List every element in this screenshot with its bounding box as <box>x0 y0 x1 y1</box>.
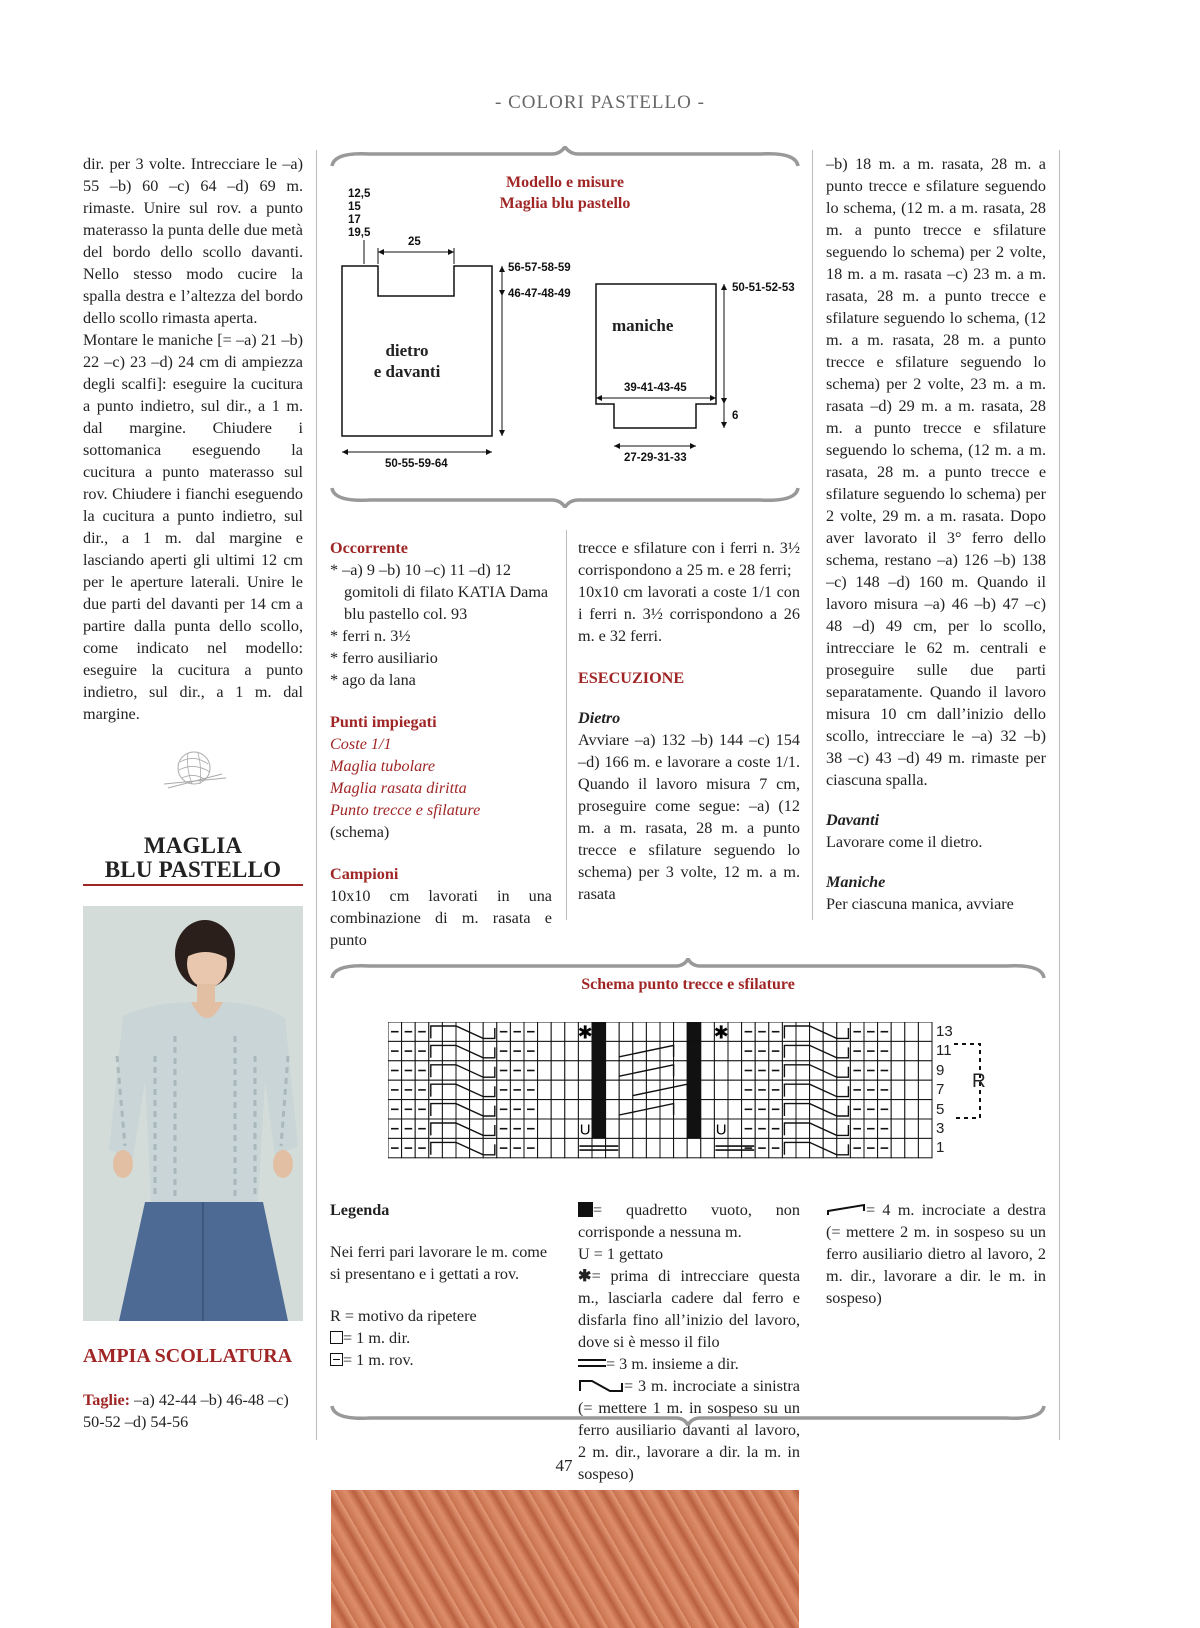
sizes <box>83 1389 303 1433</box>
chart-cell <box>538 1100 552 1119</box>
chart-cell <box>538 1080 552 1099</box>
chart-cell <box>619 1061 633 1080</box>
model-title-line-1: MAGLIA <box>143 833 243 858</box>
chart-cell <box>905 1022 919 1041</box>
chart-cell <box>551 1119 565 1138</box>
legend-empty <box>578 1199 800 1243</box>
chart-cell <box>674 1119 688 1138</box>
chart-cell <box>551 1061 565 1080</box>
chart-cell <box>442 1022 456 1041</box>
legend-intro: Nei ferri pari lavorare le m. come si presentano e i gettati a rov. <box>330 1243 548 1283</box>
chart-cell <box>646 1119 660 1138</box>
chart-cell <box>442 1100 456 1119</box>
chart-cell <box>796 1119 810 1138</box>
chart-cell <box>551 1138 565 1157</box>
chart-cell <box>714 1138 728 1157</box>
chart-cell <box>687 1041 701 1060</box>
chart-cell <box>606 1041 620 1060</box>
chart-cell <box>538 1041 552 1060</box>
paragraph: 10x10 cm lavorati a coste 1/1 con i ferri n. 3½ corrispondono a 26 m. e 32 ferri. <box>578 583 800 645</box>
chart-cell <box>728 1041 742 1060</box>
chart-cell <box>633 1119 647 1138</box>
chart-cell <box>565 1119 579 1138</box>
repeat-label: R <box>972 1071 986 1092</box>
yarn-ball-icon <box>160 744 230 792</box>
chart-cell <box>660 1138 674 1157</box>
dim-label: 15 <box>348 201 361 213</box>
neck-depth-values <box>348 188 370 240</box>
chart-cell <box>660 1100 674 1119</box>
yarnover-symbol: U <box>579 1121 591 1139</box>
chart-cell <box>701 1080 715 1099</box>
chart-cell <box>918 1061 932 1080</box>
chart-cell <box>565 1080 579 1099</box>
punti-heading: Punti impiegati <box>330 713 437 731</box>
knit-symbol-icon <box>330 1331 343 1344</box>
chart-cell <box>674 1041 688 1060</box>
chart-cell <box>674 1100 688 1119</box>
body-height-total: 56-57-58-59 <box>508 262 571 274</box>
star-symbol: ✱ <box>713 1022 729 1044</box>
column-rule-3 <box>566 530 567 920</box>
chart-cell <box>551 1022 565 1041</box>
legend-cross-right-text: = 4 m. incrociate a destra (= mettere 2 m. in sospeso su un ferro ausiliario dietro al lavoro, 2 m. dir., lavorare a dir. le m. in sospeso) <box>826 1201 1046 1307</box>
chart-cell <box>728 1138 742 1157</box>
chart-cell <box>918 1041 932 1060</box>
chart-cell <box>918 1138 932 1157</box>
chart-cell <box>823 1138 837 1157</box>
k3tog-symbol-icon <box>578 1359 606 1367</box>
cross-right-symbol-icon <box>826 1203 866 1217</box>
chart-cell <box>619 1138 633 1157</box>
chart-cell <box>619 1080 633 1099</box>
chart-cell <box>538 1138 552 1157</box>
paragraph: Avviare –a) 132 –b) 144 –c) 154 –d) 166 m. e lavorare a coste 1/1. Quando il lavoro misura 7 cm, proseguire come segue: –a) (12 m. a m. rasata, 28 m. a punto trecce e sfilature seguendo lo schema) per 3 volte, 12 m. a m. rasata <box>578 731 800 903</box>
materials-item: * –a) 9 –b) 10 –c) 11 –d) 12 gomitoli di filato KATIA Dama blu pastello col. 93 <box>330 561 549 623</box>
chart-cell <box>714 1061 728 1080</box>
stitch-chart <box>388 1022 938 1162</box>
sleeve-mid-width-label: 39-41-43-45 <box>624 382 687 394</box>
materials-item: * ferro ausiliario <box>330 649 438 667</box>
chart-cell <box>660 1119 674 1138</box>
chart-cell <box>714 1080 728 1099</box>
chart-cell <box>606 1061 620 1080</box>
stitch-item: Punto trecce e sfilature <box>330 801 481 819</box>
chart-cell <box>674 1022 688 1041</box>
sizes-value: –a) 42-44 –b) 46-48 –c) 50-52 –d) 54-56 <box>83 1391 289 1431</box>
row-number: 5 <box>936 1100 945 1118</box>
chart-cell <box>918 1119 932 1138</box>
legend-star <box>578 1265 800 1353</box>
purl-symbol-icon <box>330 1353 343 1366</box>
legend-knit <box>330 1327 550 1349</box>
chart-cell <box>442 1061 456 1080</box>
paragraph: Per ciascuna manica, avviare <box>826 895 1014 913</box>
chart-cell <box>674 1138 688 1157</box>
legend-cross-left <box>578 1375 800 1485</box>
chart-cell <box>592 1041 606 1060</box>
chart-cell <box>538 1119 552 1138</box>
chart-cell <box>714 1041 728 1060</box>
diagram-title-line-1: Modello e misure <box>506 174 624 191</box>
chart-cell <box>442 1138 456 1157</box>
chart-cell <box>728 1061 742 1080</box>
chart-cell <box>918 1100 932 1119</box>
chart-cell <box>442 1119 456 1138</box>
knit-swatch-photo <box>331 1490 799 1628</box>
chart-cell <box>578 1100 592 1119</box>
chart-cell <box>701 1138 715 1157</box>
chart-cell <box>565 1041 579 1060</box>
chart-cell <box>578 1138 592 1157</box>
occorrente-heading: Occorrente <box>330 539 408 557</box>
chart-cell <box>619 1119 633 1138</box>
chart-cell <box>823 1022 837 1041</box>
sleeve-cuff-height-label: 6 <box>732 410 739 422</box>
chart-cell <box>578 1041 592 1060</box>
chart-cell <box>565 1022 579 1041</box>
chart-cell <box>565 1138 579 1157</box>
maniche-heading: Maniche <box>826 873 886 891</box>
column-4-text <box>826 153 1046 915</box>
neck-width-label: 25 <box>408 236 421 248</box>
paragraph: dir. per 3 volte. Intrecciare le –a) 55 –b) 60 –c) 64 –d) 69 m. rimaste. Unire sul rov. a punto materasso la punta delle due metà del bordo dello scollo davanti. Nello stesso modo cucire la spalla destra e l’altezza del bordo dello scollo rimasta aperta. <box>83 155 303 327</box>
legend-column-3 <box>826 1199 1046 1309</box>
chart-cell <box>578 1061 592 1080</box>
schema-note: (schema) <box>330 823 390 841</box>
body-label-line-2: e davanti <box>373 362 441 381</box>
chart-cell <box>905 1080 919 1099</box>
neckline-heading: AMPIA SCOLLATURA <box>83 1345 293 1367</box>
chart-cell <box>660 1061 674 1080</box>
chart-cell <box>823 1100 837 1119</box>
dim-label: 17 <box>348 214 361 226</box>
chart-cell <box>592 1080 606 1099</box>
dietro-heading: Dietro <box>578 709 621 727</box>
row-number: 3 <box>936 1120 945 1138</box>
chart-cell <box>538 1061 552 1080</box>
paragraph: trecce e sfilature con i ferri n. 3½ corrispondono a 25 m. e 28 ferri; <box>578 539 800 579</box>
chart-cell <box>646 1022 660 1041</box>
paragraph: –b) 18 m. a m. rasata, 28 m. a punto trecce e sfilature seguendo lo schema, (12 m. a m. rasata, 28 m. a punto trecce e sfilature seguendo lo schema) per 2 volte, 18 m. a m. rasata –c) 23 m. a m. rasata, 28 m. a punto trecce e sfilature seguendo lo schema, (12 m. a m. rasata, 28 m. a punto trecce e sfilature seguendo lo schema) per 2 volte, 23 m. a m. rasata –d) 29 m. a m. rasata, 28 m. a punto trecce e sfilature seguendo lo schema, (12 m. a m. rasata, 28 m. a punto trecce e sfilature seguendo lo schema) per 2 volte, 29 m. a m. rasata. Dopo aver lavorato il 3° ferro dello schema, restano –a) 126 –b) 138 –c) 148 –d) 160 m. Quando il lavoro misura –a) 46 –b) 47 –c) 48 –d) 49 cm, per lo scollo, intrecciare le 62 m. centrali e proseguire sulle due parti separatamente. Quando il lavoro misura 10 cm dall’inizio dello scollo, intrecciare le –a) 32 –b) 38 –c) 43 –d) 49 m. rimaste per ciascuna spalla. <box>826 155 1046 789</box>
row-number: 7 <box>936 1081 945 1099</box>
chart-cell <box>619 1100 633 1119</box>
dim-label: 12,5 <box>348 188 371 200</box>
chart-cell <box>891 1080 905 1099</box>
materials-item: * ago da lana <box>330 671 416 689</box>
chart-cell <box>606 1080 620 1099</box>
chart-cell <box>905 1119 919 1138</box>
paragraph: Lavorare come il dietro. <box>826 833 983 851</box>
stitch-item: Maglia rasata diritta <box>330 779 467 797</box>
chart-cell <box>470 1119 484 1138</box>
legend-knit-text: = 1 m. dir. <box>343 1329 411 1347</box>
chart-cell <box>701 1119 715 1138</box>
chart-cell <box>701 1041 715 1060</box>
brace-bottom-diagram <box>330 484 800 508</box>
paragraph: Montare le maniche [= –a) 21 –b) 22 –c) 23 –d) 24 cm di ampiezza degli scalfi]: eseguire la cucitura a punto indietro, sul dir., a 1 m. dal margine. Chiudere i sottomanica eseguendo la cucitura a punto materasso sul rov. Chiudere i fianchi eseguendo la cucitura a punto indietro, sul dir., a 1 m. dal margine e lasciando aperti gli ultimi 12 cm per le aperture laterali. Unire le due parti del davanti per 14 cm a partire dalla punta dello scollo, come indicato nel modello: eseguire la cucitura a punto indietro, sul dir., a 1 m. dal margine. <box>83 331 303 723</box>
cross-left-symbol-icon <box>578 1379 624 1393</box>
chart-cell <box>796 1100 810 1119</box>
chart-cell <box>905 1100 919 1119</box>
chart-title: Schema punto trecce e sfilature <box>581 976 795 993</box>
column-rule-1 <box>316 150 317 1440</box>
chart-cell <box>470 1041 484 1060</box>
chart-grid <box>388 1022 932 1158</box>
page-number: 47 <box>555 1456 573 1475</box>
chart-cell <box>551 1080 565 1099</box>
column-1-text <box>83 153 303 725</box>
chart-cell <box>701 1061 715 1080</box>
brace-bottom-chart <box>330 1402 1046 1426</box>
chart-cell <box>674 1061 688 1080</box>
legend-purl <box>330 1349 550 1371</box>
chart-cell <box>592 1119 606 1138</box>
legend-repeat: R = motivo da ripetere <box>330 1307 477 1325</box>
chart-cell <box>891 1119 905 1138</box>
legend-empty-text: = quadretto vuoto, non corrisponde a nessuna m. <box>578 1201 800 1241</box>
model-title <box>83 834 303 882</box>
chart-cell <box>633 1080 647 1099</box>
chart-cell <box>660 1041 674 1060</box>
chart-cell <box>905 1061 919 1080</box>
dim-label: 19,5 <box>348 227 371 239</box>
chart-cell <box>891 1138 905 1157</box>
chart-cell <box>606 1138 620 1157</box>
running-header: - COLORI PASTELLO - <box>495 92 705 113</box>
chart-cell <box>470 1061 484 1080</box>
chart-cell <box>796 1022 810 1041</box>
campioni-heading: Campioni <box>330 865 399 883</box>
legend-star-text: = prima di intrecciare questa m., lasciarla cadere dal ferro e disfarla fino all’inizio del lavoro, dove si è messo il filo <box>578 1267 800 1351</box>
chart-cell <box>687 1119 701 1138</box>
row-number: 11 <box>936 1042 952 1060</box>
chart-cell <box>687 1022 701 1041</box>
davanti-heading: Davanti <box>826 811 880 829</box>
chart-cell <box>619 1041 633 1060</box>
chart-cell <box>646 1138 660 1157</box>
chart-cell <box>551 1100 565 1119</box>
diagram-title-line-2: Maglia blu pastello <box>499 195 631 212</box>
chart-cell <box>565 1061 579 1080</box>
chart-cell <box>633 1022 647 1041</box>
chart-cell <box>470 1080 484 1099</box>
chart-cell <box>714 1100 728 1119</box>
model-title-line-2: BLU PASTELLO <box>104 857 282 882</box>
sizes-label: Taglie: <box>83 1391 131 1409</box>
garment-schematic <box>330 180 800 480</box>
campioni-text: 10x10 cm lavorati in una combinazione di m. rasata e punto <box>330 887 552 949</box>
chart-cell <box>470 1138 484 1157</box>
chart-cell <box>905 1138 919 1157</box>
row-number: 9 <box>936 1061 945 1079</box>
empty-square-icon <box>578 1202 593 1217</box>
chart-cell <box>918 1080 932 1099</box>
chart-cell <box>660 1022 674 1041</box>
chart-cell <box>578 1080 592 1099</box>
chart-cell <box>891 1061 905 1080</box>
legend-column-2 <box>578 1199 800 1485</box>
chart-cell <box>728 1119 742 1138</box>
stitch-item: Maglia tubolare <box>330 757 436 775</box>
chart-cell <box>538 1022 552 1041</box>
chart-cell <box>470 1100 484 1119</box>
legend-k3tog <box>578 1353 800 1375</box>
model-photo <box>83 906 303 1321</box>
chart-cell <box>674 1080 688 1099</box>
chart-cell <box>891 1041 905 1060</box>
chart-cell <box>728 1100 742 1119</box>
chart-cell <box>796 1138 810 1157</box>
chart-cell <box>592 1061 606 1080</box>
chart-cell <box>606 1022 620 1041</box>
chart-cell <box>796 1061 810 1080</box>
chart-cell <box>796 1041 810 1060</box>
star-symbol: ✱ <box>577 1022 593 1044</box>
chart-cell <box>442 1080 456 1099</box>
legend-cross-right <box>826 1199 1046 1309</box>
chart-cell <box>891 1100 905 1119</box>
column-3-text <box>578 537 800 905</box>
chart-cell <box>918 1022 932 1041</box>
chart-cell <box>728 1022 742 1041</box>
chart-cell <box>823 1119 837 1138</box>
brace-top-diagram <box>330 146 800 170</box>
chart-cell <box>905 1041 919 1060</box>
chart-cell <box>592 1022 606 1041</box>
chart-cell <box>606 1100 620 1119</box>
chart-cell <box>796 1080 810 1099</box>
chart-cell <box>823 1061 837 1080</box>
row-number: 13 <box>936 1023 953 1040</box>
title-underline <box>83 884 303 886</box>
stitch-item: Coste 1/1 <box>330 735 392 753</box>
column-2-text <box>330 537 552 951</box>
chart-cell <box>687 1061 701 1080</box>
body-width-label: 50-55-59-64 <box>385 458 448 470</box>
legend-purl-text: = 1 m. rov. <box>343 1351 414 1369</box>
sleeve-cuff-width-label: 27-29-31-33 <box>624 452 687 464</box>
chart-cell <box>701 1100 715 1119</box>
body-piece-label <box>352 340 462 382</box>
esecuzione-heading: ESECUZIONE <box>578 669 685 687</box>
sleeve-piece-label: maniche <box>612 316 674 335</box>
chart-cell <box>565 1100 579 1119</box>
legend-title: Legenda <box>330 1201 390 1219</box>
chart-cell <box>891 1022 905 1041</box>
legend-yarnover: U = 1 gettato <box>578 1245 664 1263</box>
column-rule-2 <box>812 150 813 920</box>
sleeve-height-label: 50-51-52-53 <box>732 282 795 294</box>
row-number: 1 <box>936 1139 945 1157</box>
legend-cross-left-text: = 3 m. incrociate a sinistra (= mettere 1 m. in sospeso su un ferro ausiliario davanti al lavoro, 2 m. dir., lavorare a dir. la m. in sospeso) <box>578 1377 800 1483</box>
chart-cell <box>823 1080 837 1099</box>
chart-cell <box>442 1041 456 1060</box>
chart-cell <box>606 1119 620 1138</box>
chart-cell <box>728 1080 742 1099</box>
chart-row-numbers <box>936 1022 953 1158</box>
star-symbol-icon: ✱ <box>578 1267 592 1285</box>
chart-cell <box>687 1138 701 1157</box>
chart-cell <box>633 1138 647 1157</box>
materials-item: * ferri n. 3½ <box>330 627 411 645</box>
legend-column-1 <box>330 1199 550 1371</box>
chart-cell <box>551 1041 565 1060</box>
chart-cell <box>823 1041 837 1060</box>
column-rule-right <box>1059 150 1060 1440</box>
chart-cell <box>687 1100 701 1119</box>
body-height-armhole: 46-47-48-49 <box>508 288 571 300</box>
legend-k3tog-text: = 3 m. insieme a dir. <box>606 1355 739 1373</box>
yarnover-symbol: U <box>715 1121 727 1139</box>
chart-cell <box>470 1022 484 1041</box>
chart-cell <box>592 1100 606 1119</box>
body-label-line-1: dietro <box>385 341 429 360</box>
chart-cell <box>619 1022 633 1041</box>
chart-cell <box>687 1080 701 1099</box>
chart-cell <box>592 1138 606 1157</box>
chart-cell <box>701 1022 715 1041</box>
